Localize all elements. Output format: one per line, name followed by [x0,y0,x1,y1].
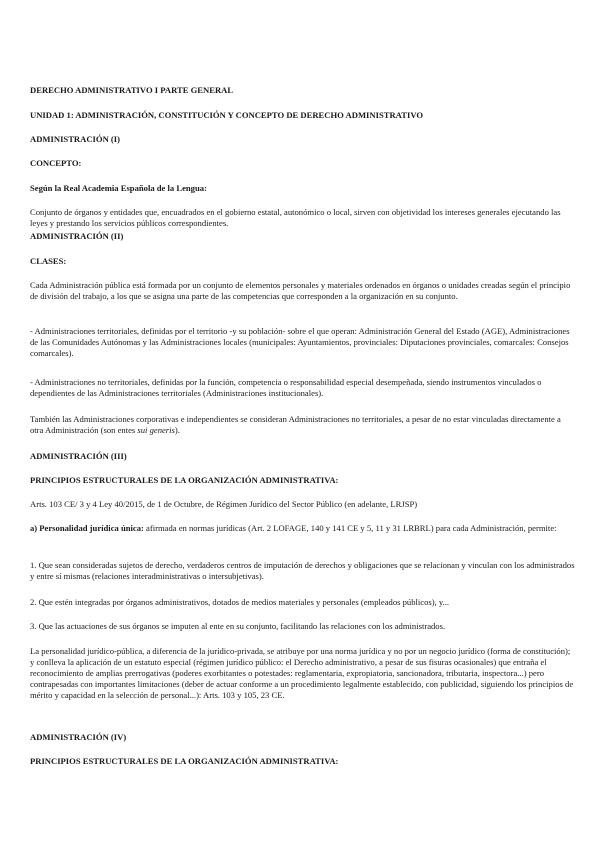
clases-label: CLASES: [30,256,67,266]
document-title: DERECHO ADMINISTRATIVO I PARTE GENERAL [30,85,234,95]
personalidad-juridica-paragraph: La personalidad jurídico-pública, a diferencia de la jurídico-privada, se atribuye por una norma jurídica y no por un negocio jurídico (forma de constitución); y conlleva la aplicación de un estatuto especial (régimen jurídico público: el Derecho administrativo, a pesar de sus fisuras ocasionales) que entraña el reconocimiento de amplias prerrogativas (poderes exorbitantes o potestades: reglamentaria, expropiatoria, sancionadora, tributaria, inspectora...) pero contrapesadas con importantes limitaciones (deber de actuar conforme a un procedimiento legalmente establecido, con publicidad, siguiendo los principios de mérito y capacidad en la selección de personal...): Arts. 103 y 105, 23 CE. [30,646,574,700]
principios-heading-3: PRINCIPIOS ESTRUCTURALES DE LA ORGANIZACIÓN ADMINISTRATIVA: [30,475,339,485]
sui-generis-text: sui generis [137,425,175,435]
list-item-1: 1. Que sean consideradas sujetos de derecho, verdaderos centros de imputación de derechos y obligaciones que se relacionan y vinculan con los administrados y entre sí mismas (relaciones interadministrativas o intersubjetivas). [30,560,575,581]
unit-heading: UNIDAD 1: ADMINISTRACIÓN, CONSTITUCIÓN Y CONCEPTO DE DERECHO ADMINISTRATIVO [30,110,424,120]
section-heading-3: ADMINISTRACIÓN (III) [30,451,127,461]
clases-paragraph: Cada Administración pública está formada por un conjunto de elementos personales y materiales ordenados en órganos o unidades creadas según el principio de división del trabajo, a los que se asigna una parte de las competencias que corresponden a la organización en su conjunto. [30,280,571,301]
principios-heading-4: PRINCIPIOS ESTRUCTURALES DE LA ORGANIZACIÓN ADMINISTRATIVA: [30,756,339,766]
list-item-2: 2. Que estén integradas por órganos administrativos, dotados de medios materiales y personales (empleados públicos), y... [30,597,450,607]
personalidad-label: a) Personalidad jurídica única: [30,523,144,533]
list-item-3: 3. Que las actuaciones de sus órganos se imputen al ente en su conjunto, facilitando las relaciones con los administrados. [30,621,446,631]
corporativas-text-b: ). [174,425,180,435]
no-territoriales-paragraph: - Administraciones no territoriales, definidas por la función, competencia o responsabilidad especial desempeñada, siendo instrumentos vinculados o dependientes de las Administraciones territoriales (Administraciones institucionales). [30,377,542,398]
section-heading-2: ADMINISTRACIÓN (II) [30,231,124,241]
arts-reference: Arts. 103 CE/ 3 y 4 Ley 40/2015, de 1 de Octubre, de Régimen Jurídico del Sector Público (en adelante, LRJSP) [30,499,418,509]
concepto-label: CONCEPTO: [30,158,82,168]
rae-label: Según la Real Academia Española de la Lengua: [30,183,207,193]
personalidad-paragraph [30,523,575,534]
personalidad-text: afirmada en normas jurídicas (Art. 2 LOFAGE, 140 y 141 CE y 5, 11 y 31 LRBRL) para cada Administración, permite: [143,523,557,533]
definition-paragraph: Conjunto de órganos y entidades que, encuadrados en el gobierno estatal, autonómico o local, sirven con objetividad los intereses generales ejecutando las leyes y prestando los servicios públicos correspondientes. [30,207,561,228]
section-heading-4: ADMINISTRACIÓN (IV) [30,732,127,742]
section-heading-1: ADMINISTRACIÓN (I) [30,134,120,144]
territoriales-paragraph: - Administraciones territoriales, definidas por el territorio -y su población- sobre el que operan: Administración General del Estado (AGE), Administraciones de las Comunidades Autónomas y las Administraciones locales (municipales: Ayuntamientos, provinciales: Diputaciones provinciales, comarcales: Consejos comarcales). [30,326,570,358]
corporativas-paragraph [30,414,575,436]
corporativas-text-a: También las Administraciones corporativas e independientes se consideran Administraciones no territoriales, a pesar de no estar vinculadas directamente a otra Administración (son entes [30,414,561,435]
